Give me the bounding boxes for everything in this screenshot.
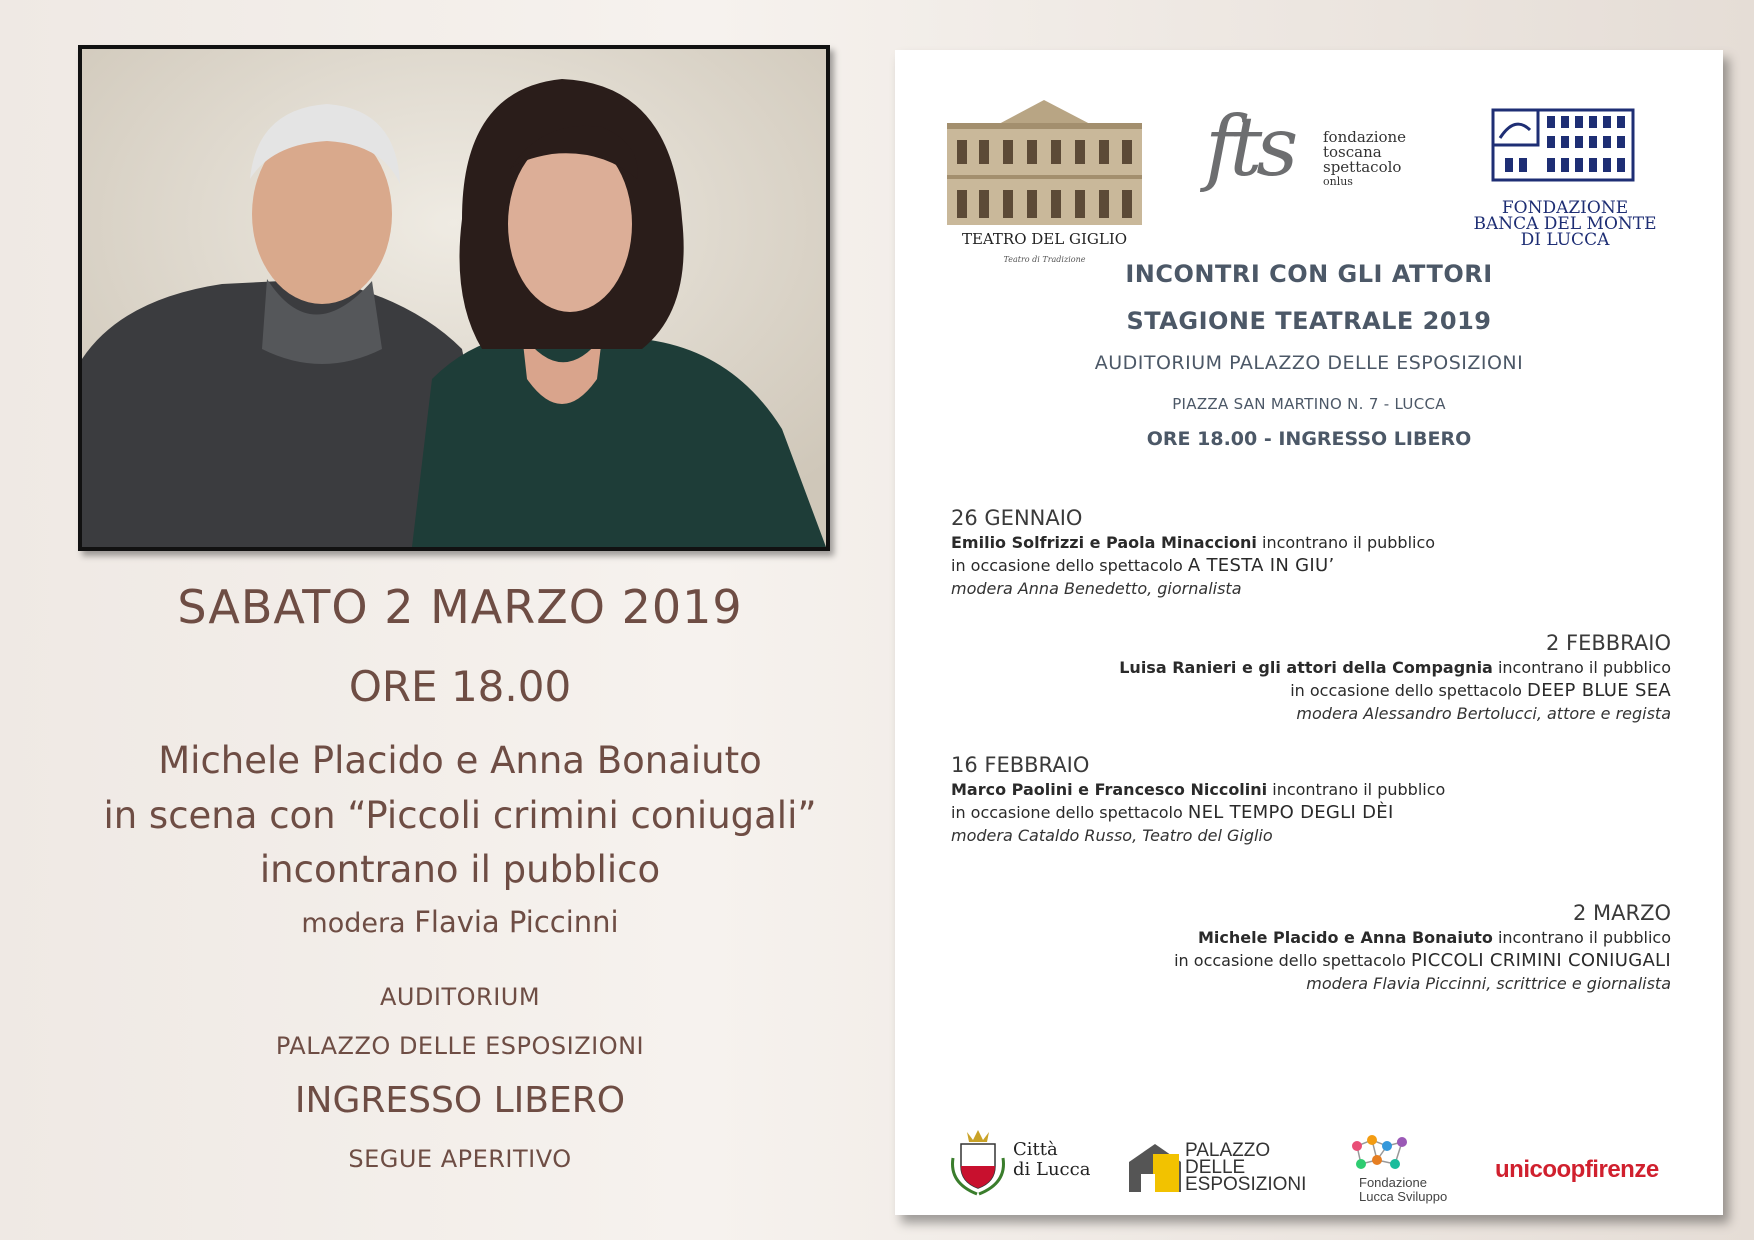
- card-season: STAGIONE TEATRALE 2019: [1126, 307, 1492, 335]
- card-address: PIAZZA SAN MARTINO N. 7 - LUCCA: [1172, 395, 1446, 413]
- event-entry-occasion: [951, 801, 1691, 824]
- event-meet: incontrano il pubblico: [1267, 780, 1446, 799]
- event-who: Emilio Solfrizzi e Paola Minaccioni: [951, 533, 1257, 552]
- citta-line-2: di Lucca: [1013, 1159, 1091, 1180]
- fts-line-3: spettacolo: [1323, 158, 1402, 176]
- event-entry-who: [951, 531, 1691, 554]
- event-entry: [951, 505, 1691, 600]
- event-show-title: DEEP BLUE SEA: [1527, 680, 1671, 701]
- palazzo-line-2: DELLE: [1185, 1157, 1246, 1178]
- event-entry-moderator: modera Cataldo Russo, Teatro del Giglio: [951, 826, 1273, 845]
- event-meet: incontrano il pubblico: [259, 848, 661, 891]
- fts-line-1: fondazione: [1323, 128, 1407, 146]
- fts-onlus: onlus: [1323, 175, 1353, 188]
- fls-name: [1359, 1176, 1447, 1204]
- event-who: Luisa Ranieri e gli attori della Compagnia: [1119, 658, 1493, 677]
- event-occasion: in occasione dello spettacolo: [1290, 681, 1528, 700]
- palazzo-line-3: ESPOSIZIONI: [1185, 1174, 1307, 1195]
- event-entry-who: [951, 778, 1691, 801]
- event-show-title: NEL TEMPO DEGLI DÈI: [1187, 802, 1394, 823]
- citta-di-lucca-logo: [947, 1128, 1097, 1196]
- fts-wordmark: fts: [1205, 100, 1293, 195]
- card-venue: AUDITORIUM PALAZZO DELLE ESPOSIZIONI: [1094, 352, 1524, 374]
- fls-line-1: Fondazione: [1359, 1175, 1427, 1190]
- teatro-name: TEATRO DEL GIGLIO: [961, 230, 1128, 248]
- event-date: SABATO 2 MARZO 2019: [177, 580, 743, 634]
- event-entry-moderator: modera Anna Benedetto, giornalista: [951, 579, 1242, 598]
- event-entry: [951, 752, 1691, 847]
- event-entry-date: 16 FEBBRAIO: [951, 753, 1090, 777]
- event-entry-moderator: modera Alessandro Bertolucci, attore e regista: [1296, 704, 1671, 723]
- event-entry-moderator: modera Flavia Piccinni, scrittrice e giornalista: [1306, 974, 1671, 993]
- event-moderator: [80, 905, 840, 939]
- fondazione-name: [1455, 200, 1675, 248]
- program-card: [895, 50, 1723, 1215]
- bank-building-icon: [1455, 100, 1675, 195]
- teatro-del-giglio-logo: [947, 95, 1142, 270]
- network-nodes-icon: [1347, 1132, 1417, 1176]
- event-show: in scena con “Piccoli crimini coniugali”: [103, 794, 817, 837]
- aperitif-note: SEGUE APERITIVO: [348, 1145, 572, 1173]
- event-time: ORE 18.00: [348, 662, 572, 711]
- lucca-crest-icon: [947, 1128, 1009, 1196]
- card-title: INCONTRI CON GLI ATTORI: [1125, 260, 1493, 288]
- event-show-title: PICCOLI CRIMINI CONIUGALI: [1410, 950, 1671, 971]
- event-who: Michele Placido e Anna Bonaiuto: [1197, 928, 1493, 947]
- venue-line-2: PALAZZO DELLE ESPOSIZIONI: [275, 1032, 645, 1060]
- event-entry-date: 2 MARZO: [1572, 901, 1671, 925]
- actors-photo: [78, 45, 830, 551]
- actors-portrait-illustration: [82, 49, 826, 547]
- card-hours: ORE 18.00 - INGRESSO LIBERO: [1146, 428, 1472, 450]
- fls-line-2: Lucca Sviluppo: [1359, 1189, 1448, 1204]
- event-show-title: A TESTA IN GIU’: [1187, 555, 1335, 576]
- palazzo-name: [1185, 1142, 1306, 1193]
- palazzo-house-icon: [1127, 1140, 1183, 1196]
- fondazione-banca-del-monte-logo: [1455, 100, 1675, 260]
- theater-building-icon: [947, 95, 1142, 225]
- event-entry-occasion: [951, 554, 1691, 577]
- fts-name: [1323, 130, 1406, 175]
- fond-line-2: BANCA DEL MONTE: [1473, 214, 1657, 234]
- event-entry-date: 2 FEBBRAIO: [1545, 631, 1671, 655]
- moderator-prefix: modera: [301, 908, 406, 939]
- teatro-subtitle: Teatro di Tradizione: [1003, 255, 1086, 264]
- event-entry: [931, 900, 1671, 995]
- event-meet: incontrano il pubblico: [1256, 533, 1436, 552]
- event-who: Marco Paolini e Francesco Niccolini: [951, 780, 1268, 799]
- palazzo-esposizioni-logo: [1127, 1140, 1317, 1196]
- event-actors: Michele Placido e Anna Bonaiuto: [158, 739, 762, 782]
- fts-logo: [1205, 100, 1405, 250]
- moderator-name: Flavia Piccinni: [414, 905, 619, 939]
- fondazione-lucca-sviluppo-logo: [1347, 1132, 1467, 1204]
- event-entry-date: 26 GENNAIO: [951, 506, 1083, 530]
- event-meet: incontrano il pubblico: [1492, 658, 1671, 677]
- unicoop-wordmark: unicoopfirenze: [1495, 1156, 1659, 1183]
- event-meet: incontrano il pubblico: [1492, 928, 1671, 947]
- event-occasion: in occasione dello spettacolo: [1174, 951, 1411, 970]
- citta-name: [1013, 1140, 1090, 1180]
- palazzo-line-1: PALAZZO: [1185, 1140, 1271, 1161]
- event-occasion: in occasione dello spettacolo: [951, 556, 1188, 575]
- fond-line-1: FONDAZIONE: [1501, 198, 1629, 218]
- venue-line-1: AUDITORIUM: [379, 983, 541, 1011]
- entry-free: INGRESSO LIBERO: [294, 1080, 626, 1121]
- event-entry-who: [931, 656, 1671, 679]
- event-entry-who: [931, 926, 1671, 949]
- unicoop-firenze-logo: [1495, 1150, 1665, 1190]
- fond-line-3: DI LUCCA: [1520, 230, 1610, 250]
- event-occasion: in occasione dello spettacolo: [951, 803, 1188, 822]
- citta-line-1: Città: [1013, 1139, 1058, 1160]
- event-entry-occasion: [931, 949, 1671, 972]
- fts-line-2: toscana: [1323, 143, 1382, 161]
- event-entry-occasion: [931, 679, 1671, 702]
- event-entry: [931, 630, 1671, 725]
